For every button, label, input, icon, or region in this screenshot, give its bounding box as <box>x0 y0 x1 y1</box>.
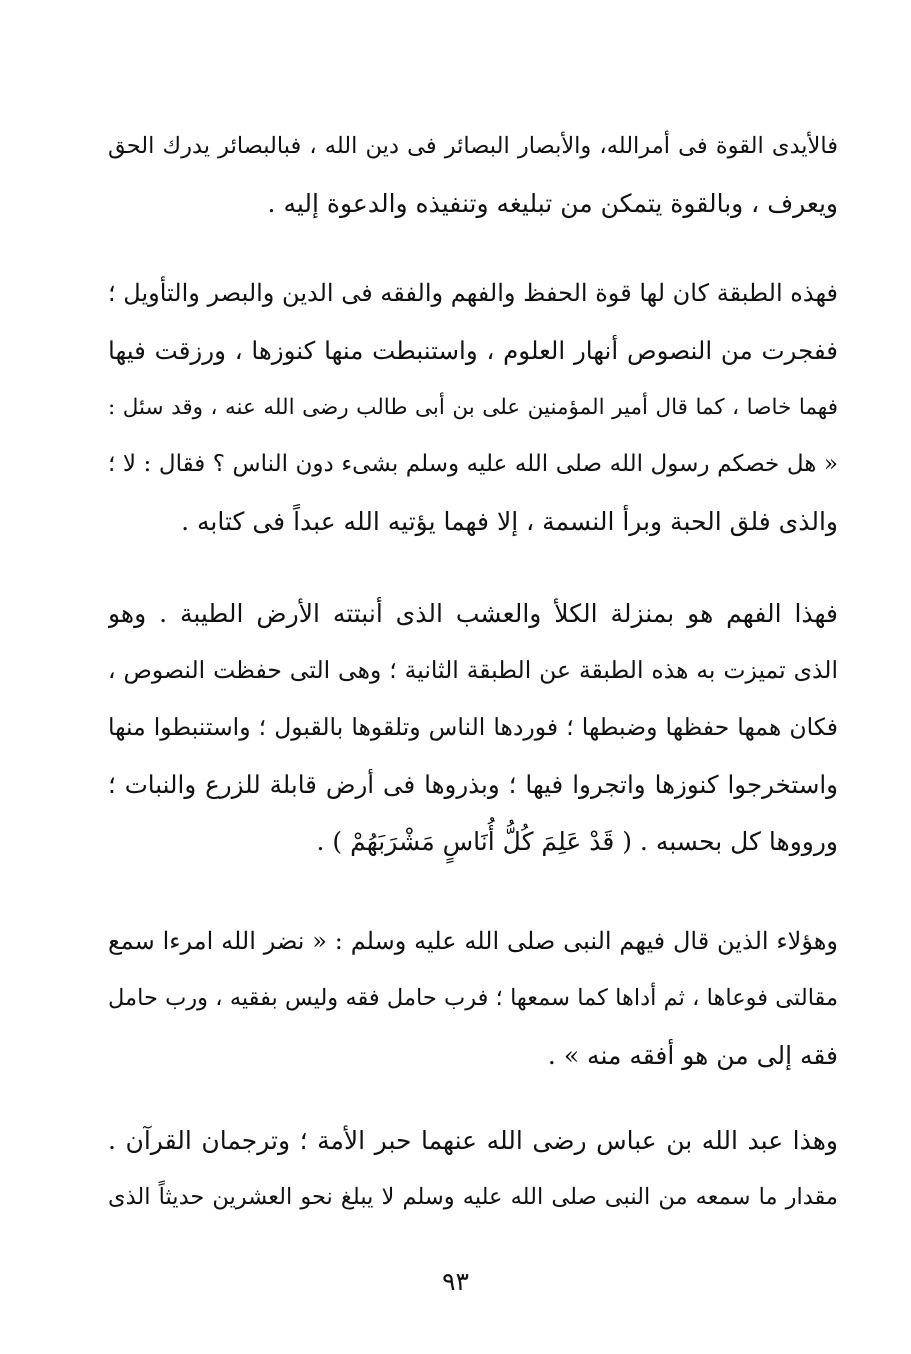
text-line: « هل خصكم رسول الله صلى الله عليه وسلم بشىء دون الناس ؟ فقال : لا ؛ <box>108 451 838 477</box>
text-line: ورووها كل بحسبه . ( قَدْ عَلِمَ كُلُّ أُنَاسٍ مَشْرَبَهُمْ ) . <box>316 827 838 856</box>
text-line: فهذه الطبقة كان لها قوة الحفظ والفهم والفقه فى الدين والبصر والتأويل ؛ <box>108 279 838 307</box>
text-line: وهؤلاء الذين قال فيهم النبى صلى الله عليه وسلم : « نضر الله امرءا سمع <box>108 927 838 955</box>
page-number: ٩٣ <box>442 1267 469 1296</box>
text-line: ففجرت من النصوص أنهار العلوم ، واستنبطت منها كنوزها ، ورزقت فيها <box>108 336 838 365</box>
text-line: فكان همها حفظها وضبطها ؛ فوردها الناس وتلقوها بالقبول ؛ واستنبطوا منها <box>108 713 838 741</box>
text-line: الذى تميزت به هذه الطبقة عن الطبقة الثانية ؛ وهى التى حفظت النصوص ، <box>108 656 838 684</box>
paragraph-4 <box>108 913 838 1084</box>
text-line: مقالتى فوعاها ، ثم أداها كما سمعها ؛ فرب حامل فقه وليس بفقيه ، ورب حامل <box>108 985 838 1011</box>
text-line: فهما خاصا ، كما قال أمير المؤمنين على بن أبى طالب رضى الله عنه ، وقد سئل : <box>108 395 838 420</box>
paragraph-3 <box>108 585 838 870</box>
text-line: والذى فلق الحبة وبرأ النسمة ، إلا فهما يؤتيه الله عبداً فى كتابه . <box>181 507 838 536</box>
text-line: وهذا عبد الله بن عباس رضى الله عنهما حبر الأمة ؛ وترجمان القرآن . <box>108 1126 838 1155</box>
text-line: مقدار ما سمعه من النبى صلى الله عليه وسلم لا يبلغ نحو العشرين حديثاً الذى <box>108 1184 838 1210</box>
text-line: ويعرف ، وبالقوة يتمكن من تبليغه وتنفيذه والدعوة إليه . <box>267 189 838 218</box>
paragraph-5 <box>108 1112 838 1226</box>
text-line: فهذا الفهم هو بمنزلة الكلأ والعشب الذى أنبتته الأرض الطيبة . وهو <box>108 599 838 628</box>
text-line: واستخرجوا كنوزها واتجروا فيها ؛ وبذروها فى أرض قابلة للزرع والنبات ؛ <box>108 770 838 799</box>
paragraph-2 <box>108 265 838 550</box>
paragraph-1 <box>108 118 838 232</box>
text-line: فالأيدى القوة فى أمرالله، والأبصار البصائر فى دين الله ، فبالبصائر يدرك الحق <box>108 133 838 159</box>
text-line: فقه إلى من هو أفقه منه » . <box>547 1041 838 1070</box>
